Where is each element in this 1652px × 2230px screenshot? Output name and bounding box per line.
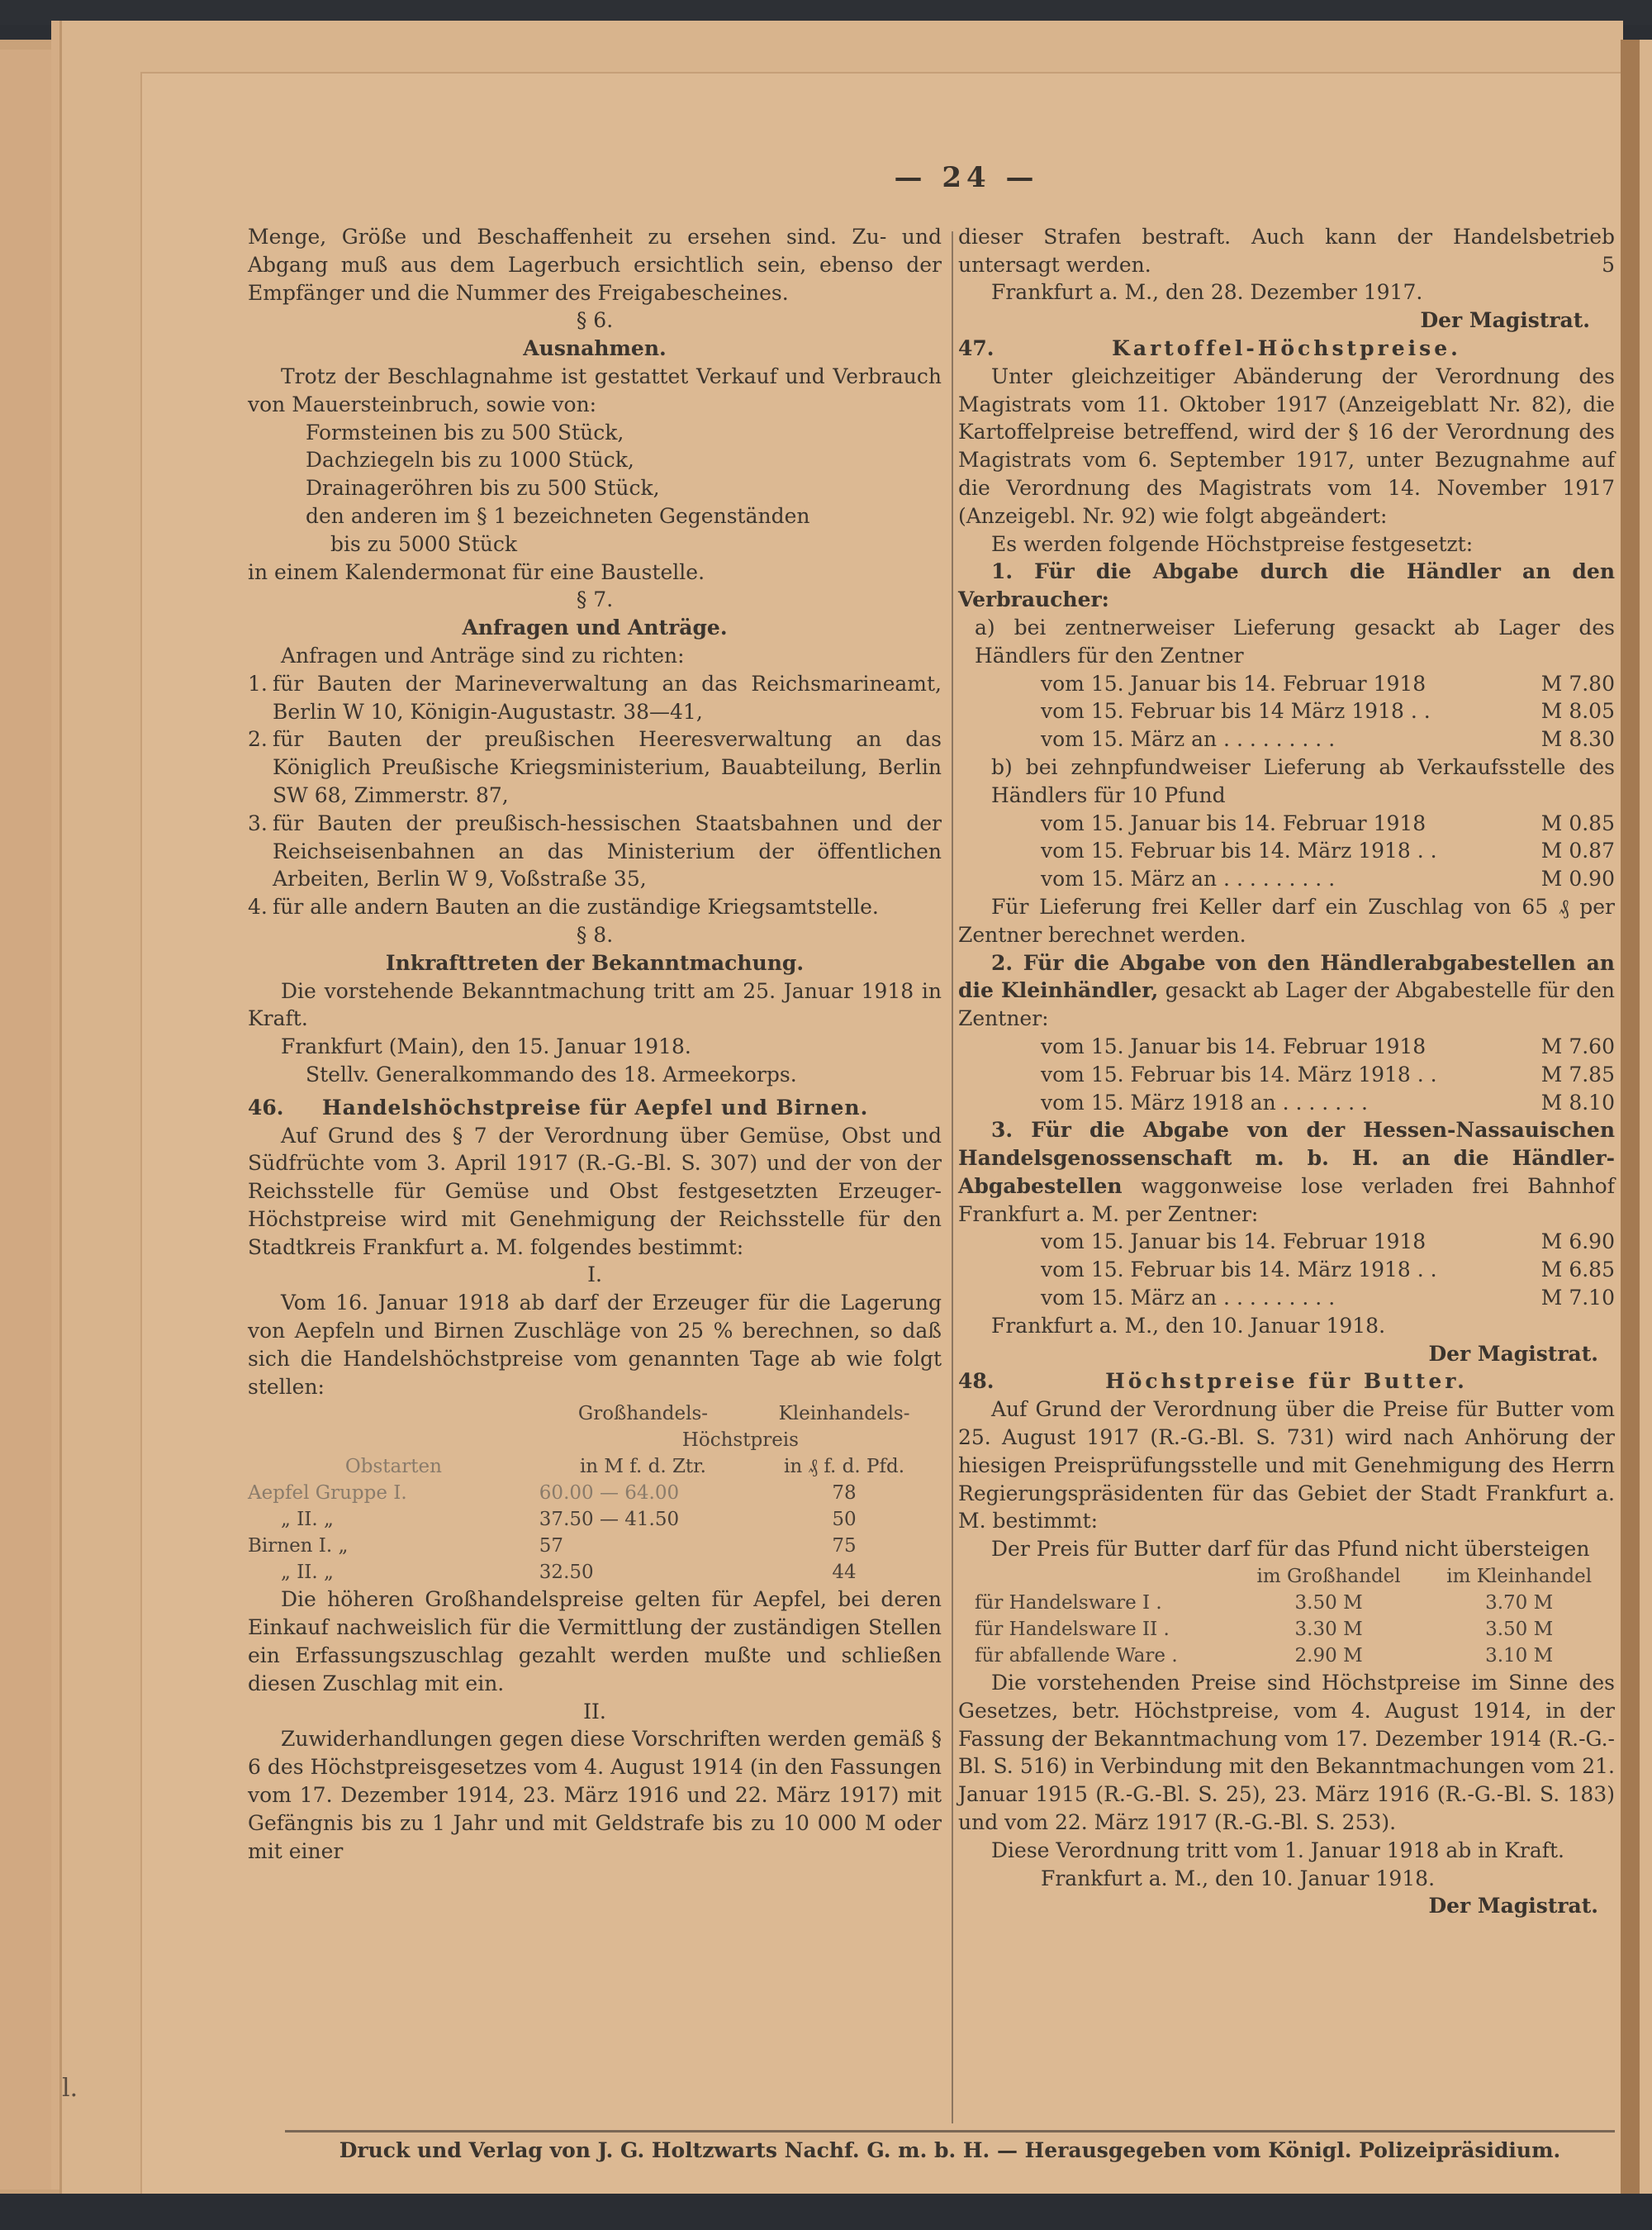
address-item-text: für Bauten der preußisch-hessischen Staatsbahnen und der Reichseisenbahnen an das Ministerium der öffentlichen Arbeiten, Berlin W 9, Voßstraße 35, (273, 811, 942, 892)
notice-48-lead: Der Preis für Butter darf für das Pfund nicht übersteigen (991, 1537, 1590, 1562)
section-7-lead: Anfragen und Anträge sind zu richten: (281, 643, 685, 668)
address-item-number: 4. (248, 895, 268, 920)
price-row (958, 837, 1615, 865)
price-row (958, 865, 1615, 893)
notice-47-place-date: Frankfurt a. M., den 10. Januar 1918. (991, 1313, 1386, 1338)
margin-mark: 5 (1602, 252, 1615, 277)
price-row (958, 670, 1615, 698)
retail-price: 3.10 M (1485, 1645, 1554, 1667)
price-value: M 7.60 (1540, 1034, 1615, 1058)
wholesale-price: 3.30 M (1294, 1619, 1363, 1641)
table-header-cell: in M f. d. Ztr. (579, 1456, 706, 1478)
price-row (958, 1284, 1615, 1312)
exception-item: den anderen im § 1 bezeichneten Gegenständen (306, 503, 810, 528)
price-row (958, 810, 1615, 838)
notice-46-part-2-text: Zuwiderhandlungen gegen diese Vorschriften werden gemäß § 6 des Höchstpreisgesetzes vom 4. August 1914 (in den Fassungen vom 17. Dezember 1914, 23. März 1916 und 22. März 1917) mit Gefängnis bis zu 1 Jahr und mit Geldstrafe bis zu 10 000 M oder mit einer (248, 1727, 942, 1863)
price-value: M 8.05 (1540, 699, 1615, 724)
section-8-title: Inkrafttreten der Bekanntmachung. (385, 950, 805, 975)
section-8-body: Die vorstehende Bekanntmachung tritt am 25. Januar 1918 in Kraft. (248, 978, 942, 1031)
fruit-variety: „ II. „ (281, 1509, 334, 1531)
price-value: M 8.30 (1540, 727, 1615, 752)
retail-price: 3.70 M (1485, 1592, 1554, 1614)
wholesale-price: 32.50 (539, 1562, 594, 1584)
notice-47-number: 47. (958, 335, 995, 360)
notice-48-heading (958, 1367, 1615, 1396)
price-row (958, 1089, 1615, 1117)
notice-48-effective: Diese Verordnung tritt vom 1. Januar 1918 ab in Kraft. (991, 1838, 1565, 1862)
address-item (248, 725, 942, 809)
notice-46-part-2: II. (583, 1699, 606, 1724)
notice-47-title: Kartoffel-Höchstpreise. (1112, 335, 1461, 360)
price-row (958, 725, 1615, 754)
notice-48-signature: Der Magistrat. (1428, 1894, 1598, 1919)
butter-grade: für Handelsware I . (975, 1592, 1162, 1614)
fruit-variety: Aepfel Gruppe I. (248, 1482, 407, 1505)
table-header-cell: im Großhandel (1256, 1566, 1401, 1588)
address-item-number: 2. (248, 727, 268, 752)
price-period: vom 15. Januar bis 14. Februar 1918 (1041, 811, 1427, 835)
notice-46-part-1-text: Vom 16. Januar 1918 ab darf der Erzeuger für die Lagerung von Aepfeln und Birnen Zuschläge von 25 % berechnen, so daß sich die Handelshöchstpreise vom genannten Tage ab wie folgt stellen: (248, 1291, 942, 1399)
imprint: Druck und Verlag von J. G. Holtzwarts Nachf. G. m. b. H. — Herausgegeben vom Königl. Polizeipräsidium. (339, 2138, 1561, 2162)
price-period: vom 15. Februar bis 14. März 1918 . . (1041, 1062, 1437, 1086)
address-item (248, 670, 942, 726)
price-value: M 0.85 (1540, 811, 1615, 835)
price-row (958, 1228, 1615, 1256)
retail-price: 75 (832, 1535, 857, 1557)
notice-48-body: Die vorstehenden Preise sind Höchstpreise im Sinne des Gesetzes, betr. Höchstpreise, vom 4. August 1914, in der Fassung der Bekanntmachung vom 17. Dezember 1914 (R.-G.-Bl. S. 516) in Verbindung mit den Bekanntmachungen vom 21. Januar 1915 (R.-G.-Bl. S. 25), 23. März 1916 (R.-G.-Bl. S. 183) und vom 22. März 1917 (R.-G.-Bl. S. 253). (958, 1671, 1615, 1835)
notice-48-intro: Auf Grund der Verordnung über die Preise für Butter vom 25. August 1917 (R.-G.-Bl. S. 731) wird nach Anhörung der hiesigen Preisprüfungsstelle und mit Genehmigung des Herrn Regierungspräsidenten für das Gebiet der Stadt Frankfurt a. M. bestimmt: (958, 1397, 1615, 1533)
notice-46-part-1: I. (587, 1262, 602, 1287)
price-row (958, 1256, 1615, 1284)
notice-46-note: Die höheren Großhandelspreise gelten für Aepfel, bei deren Einkauf nachweislich für die Vermittlung der zuständigen Stellen ein Erfassungszuschlag gezahlt werden mußte und schließen diesen Zuschlag mit ein. (248, 1587, 942, 1695)
section-8-number: § 8. (576, 922, 614, 947)
fruit-price-table (248, 1400, 942, 1586)
address-item (248, 893, 942, 921)
price-value: M 8.10 (1540, 1090, 1615, 1115)
address-item-text: für alle andern Bauten an die zuständige Kriegsamtstelle. (273, 895, 879, 920)
retail-price: 78 (832, 1482, 857, 1505)
table-row (248, 1533, 942, 1559)
notice-47-cellar-note: Für Lieferung frei Keller darf ein Zuschlag von 65 ₰ per Zentner berechnet werden. (958, 894, 1615, 947)
table-header-cell: Kleinhandels- (778, 1403, 910, 1425)
butter-grade: für Handelsware II . (975, 1619, 1170, 1641)
price-period: vom 15. März an . . . . . . . . . (1041, 867, 1336, 892)
notice-46-title: Handelshöchstpreise für Aepfel und Birnen. (322, 1095, 869, 1120)
notice-46-number: 46. (248, 1095, 284, 1120)
price-value: M 7.85 (1540, 1062, 1615, 1086)
table-row (248, 1506, 942, 1533)
price-value: M 0.87 (1540, 839, 1615, 863)
section-8-signature: Stellv. Generalkommando des 18. Armeekorps. (306, 1062, 797, 1086)
retail-price: 50 (832, 1509, 857, 1531)
table-header-cell (248, 1400, 539, 1427)
table-header-row (248, 1427, 942, 1453)
footer-rule (285, 2130, 1615, 2133)
notice-47-item-3-rest: waggonweise lose verladen frei Bahnhof Frankfurt a. M. per Zentner: (958, 1173, 1615, 1226)
notice-47-item-2-title: 2. Für die Abgabe von den Händlerabgabestellen an die Kleinhändler, (958, 950, 1615, 1003)
notice-48-number: 48. (958, 1369, 995, 1394)
exception-item: Dachziegeln bis zu 1000 Stück, (306, 448, 634, 473)
price-period: vom 15. Februar bis 14 März 1918 . . (1041, 699, 1431, 724)
table-header-cell (248, 1427, 539, 1453)
retail-price: 3.50 M (1485, 1619, 1554, 1641)
book-cover-bottom (0, 2194, 1652, 2230)
table-row (248, 1559, 942, 1586)
right-column (958, 223, 1615, 1920)
fruit-variety: Birnen I. „ (248, 1535, 349, 1557)
price-period: vom 15. Januar bis 14. Februar 1918 (1041, 671, 1427, 696)
address-item-text: für Bauten der Marineverwaltung an das Reichsmarineamt, Berlin W 10, Königin-Augustastr. 38—41, (273, 671, 942, 724)
table-row (248, 1480, 942, 1506)
notice-47-item-1b: b) bei zehnpfundweiser Lieferung ab Verkaufsstelle des Händlers für 10 Pfund (991, 754, 1615, 807)
price-period: vom 15. Februar bis 14. März 1918 . . (1041, 1258, 1437, 1282)
table-header-cell: Großhandels- (577, 1403, 709, 1425)
price-value: M 7.10 (1540, 1286, 1615, 1310)
notice-47-item-3-title: 3. Für die Abgabe von der Hessen-Nassauischen Handelsgenossenschaft m. b. H. an die Händler-Abgabestellen (958, 1118, 1615, 1198)
notice-47-heading (958, 335, 1615, 363)
price-period: vom 15. März an . . . . . . . . . (1041, 1286, 1336, 1310)
intro-text: Menge, Größe und Beschaffenheit zu ersehen sind. Zu- und Abgang muß aus dem Lagerbuch ersichtlich sein, ebenso der Empfänger und die Nummer des Freigabescheines. (248, 225, 942, 305)
table-header-cell: Höchstpreis (681, 1429, 799, 1452)
price-value: M 7.80 (1540, 671, 1615, 696)
address-item-number: 1. (248, 671, 268, 696)
section-6-lead: Trotz der Beschlagnahme ist gestattet Verkauf und Verbrauch von Mauersteinbruch, sowie von: (248, 364, 942, 416)
table-header-cell: im Kleinhandel (1446, 1566, 1593, 1588)
continuation-text: dieser Strafen bestraft. Auch kann der Handelsbetrieb untersagt werden. (958, 225, 1615, 277)
table-row (958, 1616, 1615, 1643)
price-period: vom 15. Januar bis 14. Februar 1918 (1041, 1229, 1427, 1254)
page-edge-right (1640, 40, 1652, 2194)
price-row (958, 1061, 1615, 1089)
table-row (958, 1643, 1615, 1669)
wholesale-price: 60.00 — 64.00 (539, 1482, 680, 1505)
wholesale-price: 57 (539, 1535, 564, 1557)
page-number: — 24 — (894, 161, 1039, 194)
price-period: vom 15. Februar bis 14. März 1918 . . (1041, 839, 1437, 863)
notice-48-place-date: Frankfurt a. M., den 10. Januar 1918. (1041, 1866, 1436, 1890)
notice-46-intro: Auf Grund des § 7 der Verordnung über Gemüse, Obst und Südfrüchte vom 3. April 1917 (R.-G.-Bl. S. 307) und der von der Reichsstelle für Gemüse und Obst festgesetzten Erzeuger-Höchstpreise wird mit Genehmigung der Reichsstelle für den Stadtkreis Frankfurt a. M. folgendes bestimmt: (248, 1123, 942, 1259)
price-value: M 0.90 (1540, 867, 1615, 892)
notice-48-title: Höchstpreise für Butter. (1105, 1369, 1468, 1394)
price-row (958, 697, 1615, 725)
exception-item: Formsteinen bis zu 500 Stück, (306, 420, 624, 445)
margin-scribble: l. (62, 2074, 78, 2103)
section-6-title: Ausnahmen. (523, 336, 667, 361)
butter-grade: für abfallende Ware . (975, 1645, 1178, 1667)
section-8-place-date: Frankfurt (Main), den 15. Januar 1918. (281, 1034, 691, 1059)
price-value: M 6.85 (1540, 1258, 1615, 1282)
retail-price: 44 (832, 1562, 857, 1584)
table-row (958, 1590, 1615, 1616)
butter-price-table (958, 1563, 1615, 1669)
price-row (958, 1033, 1615, 1061)
price-period: vom 15. Januar bis 14. Februar 1918 (1041, 1034, 1427, 1058)
address-item (248, 810, 942, 893)
notice-47-item-1a: a) bei zentnerweiser Lieferung gesackt ab Lager des Händlers für den Zentner (975, 615, 1615, 668)
wholesale-price: 37.50 — 41.50 (539, 1509, 680, 1531)
table-header-row (248, 1453, 942, 1480)
notice-47-item-1-title: 1. Für die Abgabe durch die Händler an den Verbraucher: (958, 559, 1615, 612)
wholesale-price: 3.50 M (1294, 1592, 1363, 1614)
table-header-cell: Obstarten (344, 1456, 442, 1478)
section-6-number: § 6. (576, 308, 614, 333)
address-item-number: 3. (248, 811, 268, 835)
price-value: M 6.90 (1540, 1229, 1615, 1254)
left-column (248, 223, 942, 1865)
continuation-place-date: Frankfurt a. M., den 28. Dezember 1917. (991, 280, 1423, 305)
notice-47-lead: Es werden folgende Höchstpreise festgesetzt: (991, 531, 1474, 556)
table-header-row (248, 1400, 942, 1427)
notice-47-intro: Unter gleichzeitiger Abänderung der Verordnung des Magistrats vom 11. Oktober 1917 (Anzeigeblatt Nr. 82), die Kartoffelpreise betreffend, wird der § 16 der Verordnung des Magistrats vom 6. September 1917, unter Bezugnahme auf die Verordnung des Magistrats vom 14. November 1917 (Anzeigebl. Nr. 92) wie folgt abgeändert: (958, 364, 1615, 528)
section-7-number: § 7. (576, 587, 614, 612)
address-item-text: für Bauten der preußischen Heeresverwaltung an das Königlich Preußische Kriegsministerium, Bauabteilung, Berlin SW 68, Zimmerstr. 87, (273, 727, 942, 807)
section-6-tail: in einem Kalendermonat für eine Baustelle. (248, 559, 705, 584)
notice-47-signature: Der Magistrat. (1428, 1341, 1598, 1366)
table-header-cell: in ₰ f. d. Pfd. (784, 1456, 905, 1478)
price-period: vom 15. März an . . . . . . . . . (1041, 727, 1336, 752)
notice-46-heading (248, 1094, 942, 1122)
page-shadow-right (1621, 40, 1640, 2194)
exception-item: Drainageröhren bis zu 500 Stück, (306, 476, 660, 501)
section-7-title: Anfragen und Anträge. (462, 616, 728, 640)
price-period: vom 15. März 1918 an . . . . . . . (1041, 1090, 1368, 1115)
wholesale-price: 2.90 M (1294, 1645, 1363, 1667)
column-divider (952, 231, 953, 2123)
fruit-variety: „ II. „ (281, 1562, 334, 1584)
table-header-row (958, 1563, 1615, 1590)
notice-47-item-2-rest: gesackt ab Lager der Abgabestelle für den Zentner: (958, 978, 1615, 1031)
continuation-signature: Der Magistrat. (1420, 308, 1590, 333)
table-header-cell (958, 1563, 1234, 1590)
exception-item: bis zu 5000 Stück (330, 531, 517, 556)
